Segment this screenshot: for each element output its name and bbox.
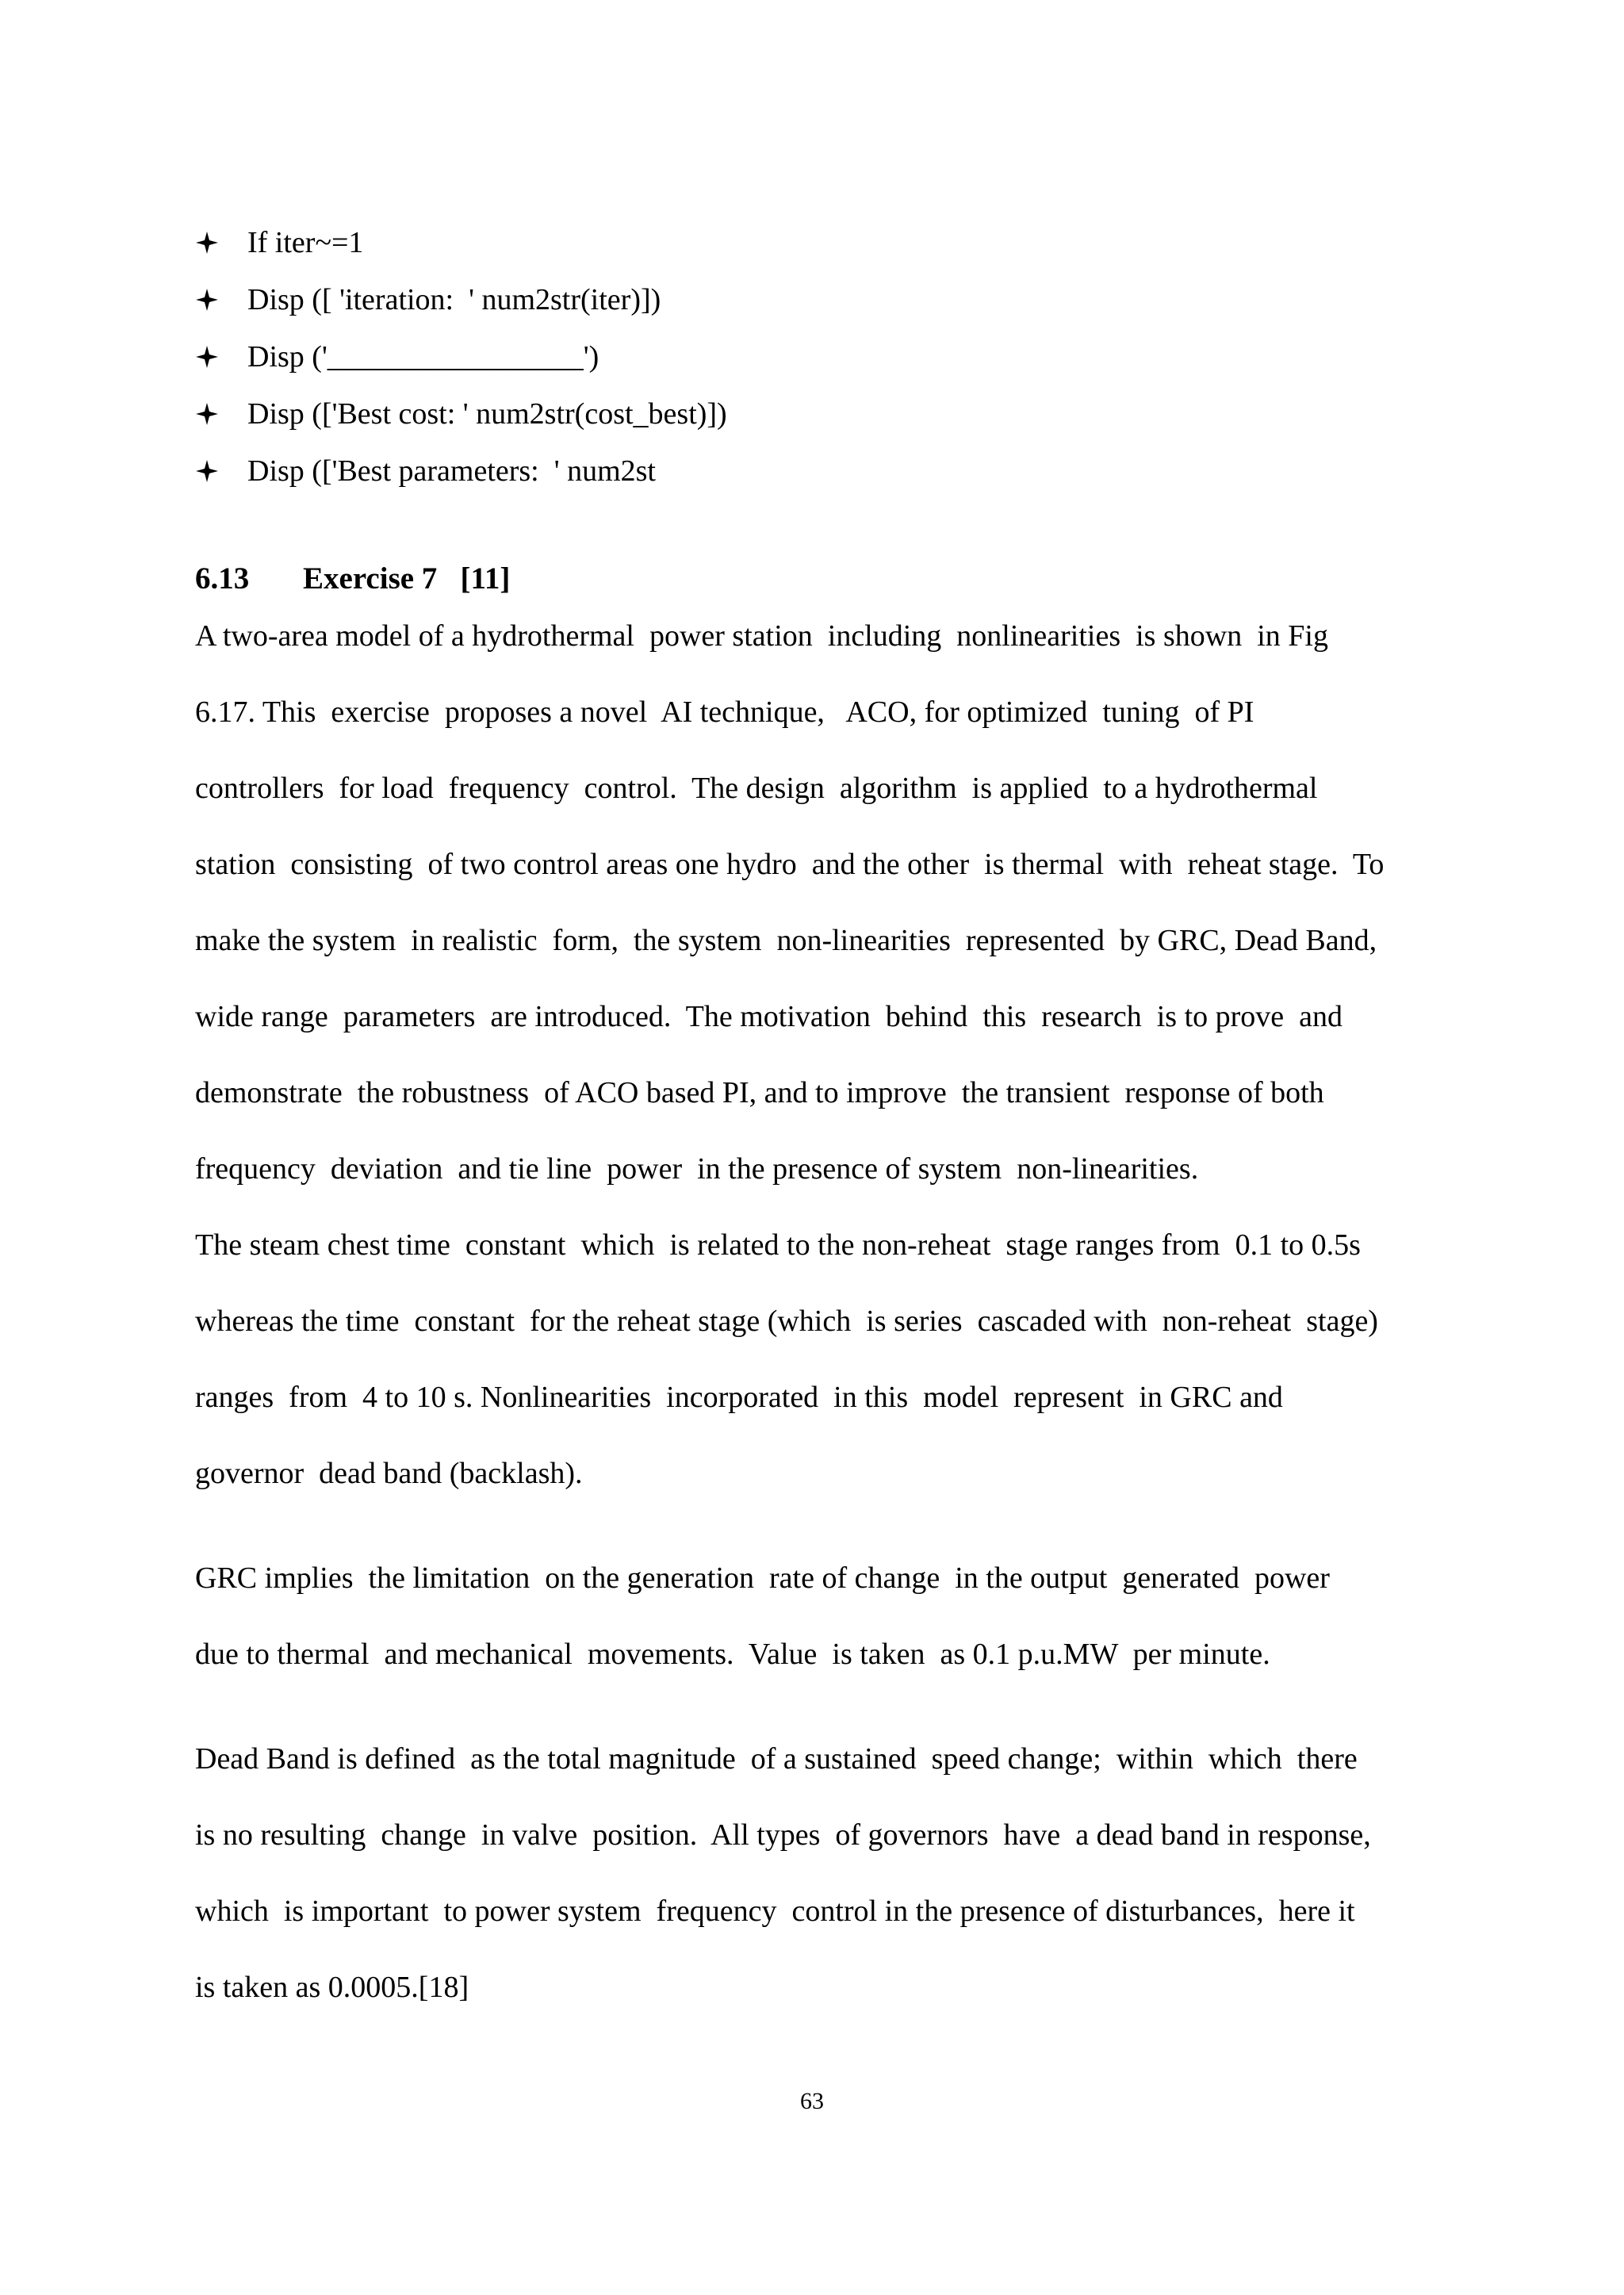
list-item — [195, 443, 727, 500]
diamond-bullet-icon — [195, 288, 219, 312]
text-line: 6.17. This exercise proposes a novel AI technique, ACO, for optimized tuning of PI — [195, 695, 1254, 729]
text-line: Dead Band is defined as the total magnitude of a sustained speed change; within which there — [195, 1742, 1358, 1776]
text-line: wide range parameters are introduced. The motivation behind this research is to prove and — [195, 1000, 1343, 1033]
section-number: 6.13 — [195, 561, 250, 596]
diamond-bullet-icon — [195, 402, 219, 426]
text-line: is taken as 0.0005.[18] — [195, 1971, 469, 2004]
text-line: is no resulting change in valve position. All types of governors have a dead band in response, — [195, 1818, 1371, 1852]
text-line: A two-area model of a hydrothermal power station including nonlinearities is shown in Fig — [195, 619, 1328, 653]
bullet-text: Disp (['Best parameters: ' num2st — [247, 454, 656, 488]
diamond-bullet-icon — [195, 459, 219, 483]
text-line: ranges from 4 to 10 s. Nonlinearities incorporated in this model represent in GRC and — [195, 1381, 1283, 1414]
text-line: make the system in realistic form, the system non-linearities represented by GRC, Dead Band, — [195, 924, 1377, 957]
text-line: frequency deviation and tie line power in the presence of system non-linearities. — [195, 1152, 1199, 1186]
bullet-text: Disp ('_________________') — [247, 340, 599, 374]
diamond-bullet-icon — [195, 231, 219, 255]
text-line: whereas the time constant for the reheat stage (which is series cascaded with non-reheat stage) — [195, 1305, 1378, 1338]
text-line: governor dead band (backlash). — [195, 1457, 583, 1490]
text-line: station consisting of two control areas one hydro and the other is thermal with reheat stage. To — [195, 848, 1385, 881]
diamond-bullet-icon — [195, 345, 219, 369]
list-item — [195, 214, 727, 271]
paragraph-model-description — [195, 612, 1448, 1221]
text-line: due to thermal and mechanical movements. Value is taken as 0.1 p.u.MW per minute. — [195, 1638, 1270, 1671]
page-number: 63 — [800, 2088, 824, 2114]
section-title: Exercise 7 [11] — [303, 561, 511, 596]
bullet-text: Disp ([ 'iteration: ' num2str(iter)]) — [247, 283, 661, 316]
list-item — [195, 271, 727, 328]
text-line: controllers for load frequency control. The design algorithm is applied to a hydrothermal — [195, 772, 1318, 805]
paragraph-dead-band — [195, 1735, 1448, 2040]
list-item — [195, 385, 727, 443]
list-item — [195, 328, 727, 385]
text-line: GRC implies the limitation on the generation rate of change in the output generated power — [195, 1561, 1330, 1595]
bullet-text: Disp (['Best cost: ' num2str(cost_best)]) — [247, 397, 727, 431]
code-bullet-list — [195, 214, 727, 500]
text-line: which is important to power system frequency control in the presence of disturbances, here it — [195, 1895, 1355, 1928]
text-line: The steam chest time constant which is related to the non-reheat stage ranges from 0.1 to 0.5s — [195, 1228, 1361, 1262]
text-line: demonstrate the robustness of ACO based PI, and to improve the transient response of both — [195, 1076, 1324, 1109]
paragraph-steam-chest — [195, 1221, 1448, 1526]
paragraph-grc — [195, 1554, 1448, 1707]
bullet-text: If iter~=1 — [247, 226, 364, 259]
section-heading — [195, 555, 510, 603]
